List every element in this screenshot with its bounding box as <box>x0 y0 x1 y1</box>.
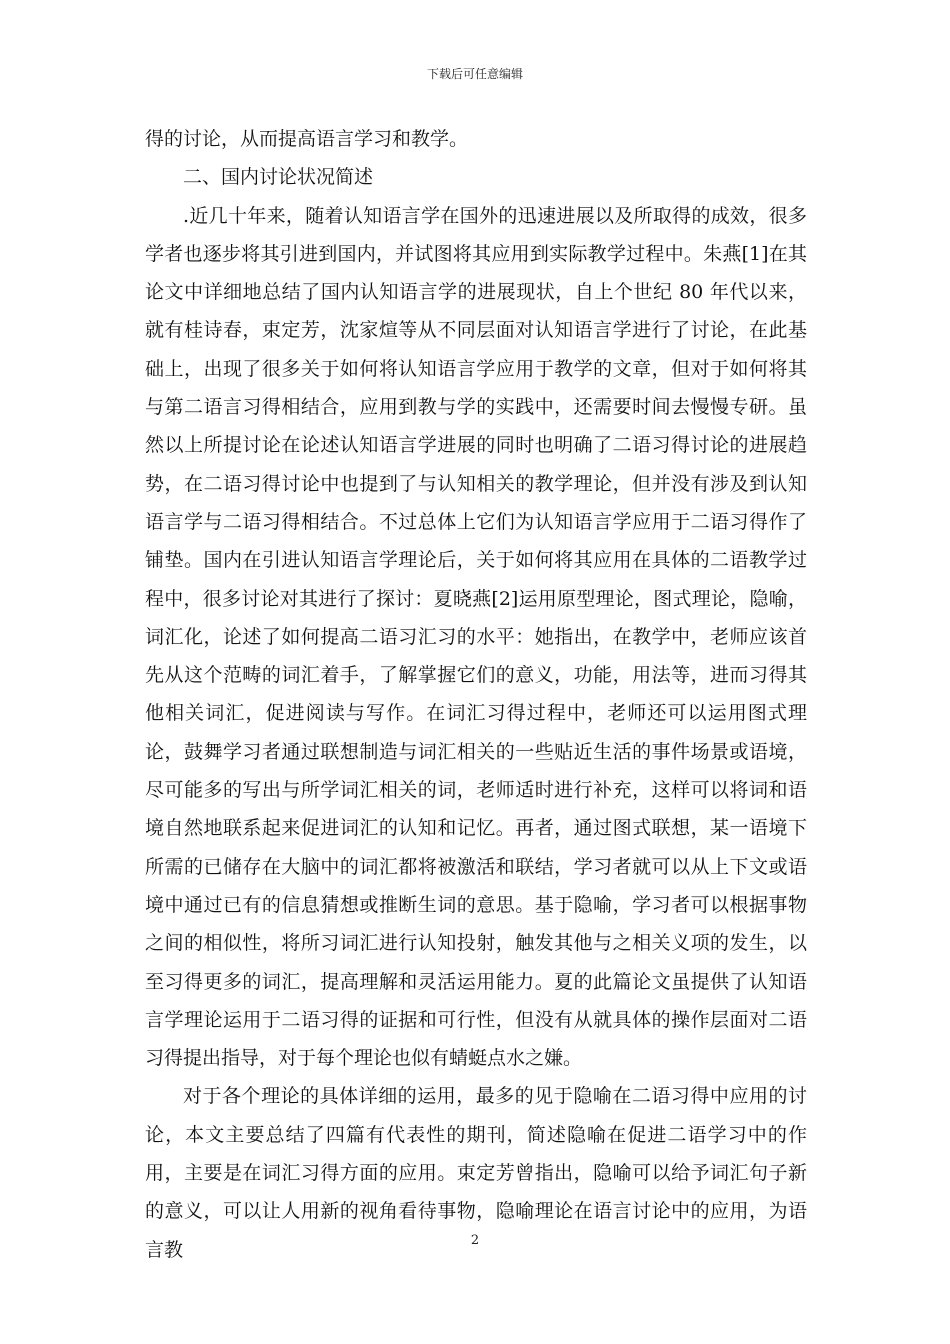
body-text <box>145 120 807 1269</box>
page-header: 下载后可任意编辑 <box>426 67 523 81</box>
page-number: 2 <box>470 1233 480 1248</box>
section-heading: 二、国内讨论状况简述 <box>183 166 374 189</box>
paragraph-domestic-research: .近几十年来，随着认知语言学在国外的迅速进展以及所取得的成效，很多学者也逐步将其引进到国内，并试图将其应用到实际教学过程中。朱燕[1]在其论文中详细地总结了国内认知语言学的进展现状，自上个世纪 80 年代以来，就有桂诗春，束定芳，沈家煊等从不同层面对认知语言学进行了讨论，在此基础上，出现了很多关于如何将认知语言学应用于教学的文章，但对于如何将其与第二语言习得相结合，应用到教与学的实践中，还需要时间去慢慢专研。虽然以上所提讨论在论述认知语言学进展的同时也明确了二语习得讨论的进展趋势，在二语习得讨论中也提到了与认知相关的教学理论，但并没有涉及到认知语言学与二语习得相结合。不过总体上它们为认知语言学应用于二语习得作了铺垫。国内在引进认知语言学理论后，关于如何将其应用在具体的二语教学过程中，很多讨论对其进行了探讨：夏晓燕[2]运用原型理论，图式理论，隐喻，词汇化，论述了如何提高二语习汇习的水平：她指出，在教学中，老师应该首先从这个范畴的词汇着手，了解掌握它们的意义，功能，用法等，进而习得其他相关词汇，促进阅读与写作。在词汇习得过程中，老师还可以运用图式理论，鼓舞学习者通过联想制造与词汇相关的一些贴近生活的事件场景或语境，尽可能多的写出与所学词汇相关的词，老师适时进行补充，这样可以将词和语境自然地联系起来促进词汇的认知和记忆。再者，通过图式联想，某一语境下所需的已储存在大脑中的词汇都将被激活和联结，学习者就可以从上下文或语境中通过已有的信息猜想或推断生词的意思。基于隐喻，学习者可以根据事物之间的相似性，将所习词汇进行认知投射，触发其他与之相关义项的发生，以至习得更多的词汇，提高理解和灵活运用能力。夏的此篇论文虽提供了认知语言学理论运用于二语习得的证据和可行性，但没有从就具体的操作层面对二语习得提出指导，对于每个理论也似有蜻蜓点水之嫌。 <box>145 204 807 1070</box>
paragraph-continuation: 得的讨论，从而提高语言学习和教学。 <box>145 128 469 150</box>
paragraph-metaphor-application: 对于各个理论的具体详细的运用，最多的见于隐喻在二语习得中应用的讨论，本文主要总结了四篇有代表性的期刊，简述隐喻在促进二语学习中的作用，主要是在词汇习得方面的应用。束定芳曾指出，隐喻可以给予词汇句子新的意义，可以让人用新的视角看待事物，隐喻理论在语言讨论中的应用，为语言教 <box>145 1085 807 1261</box>
